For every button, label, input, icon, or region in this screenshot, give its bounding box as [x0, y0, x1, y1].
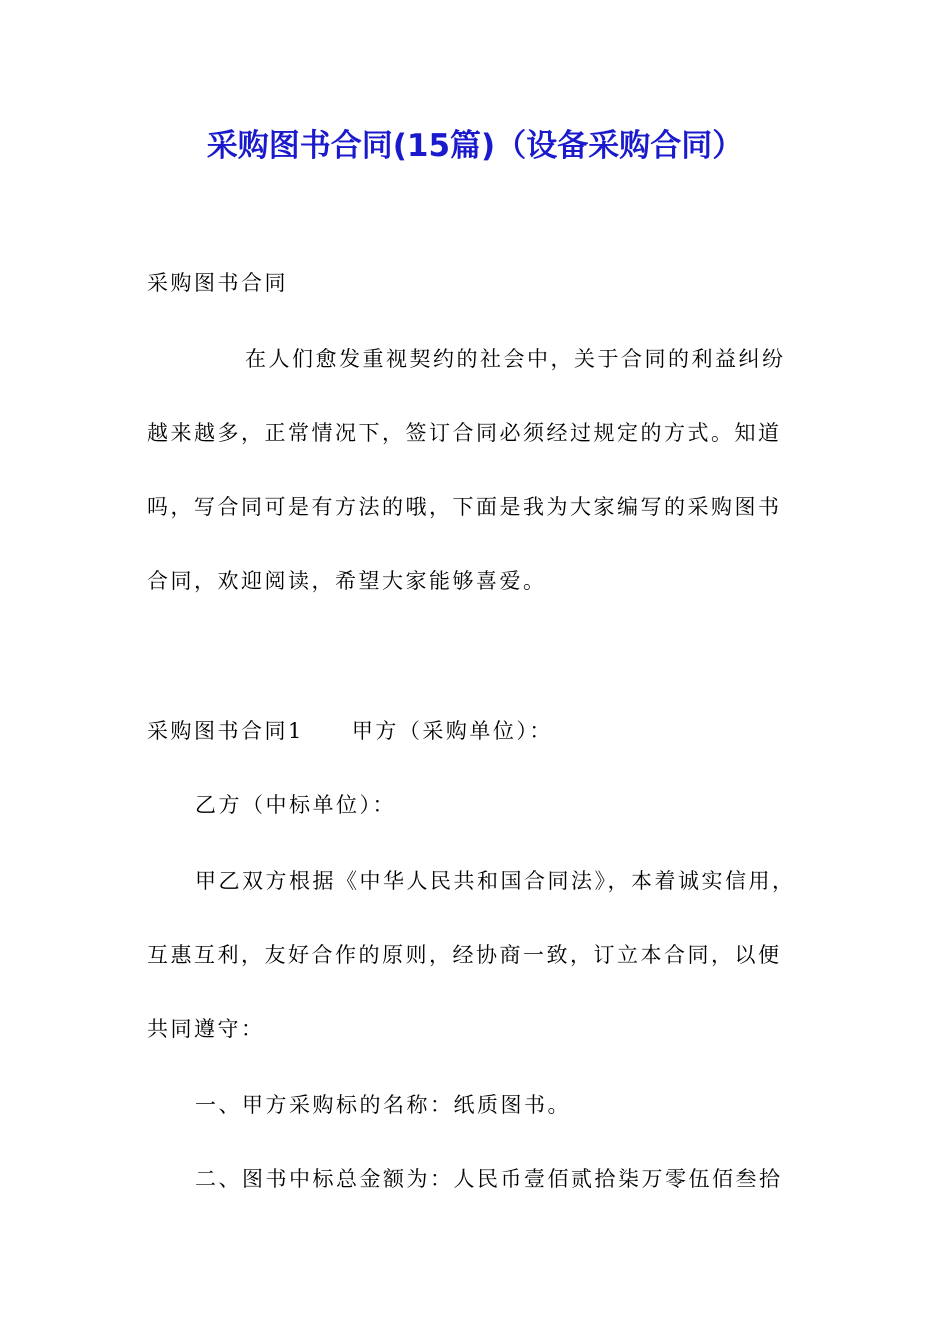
clause-2: 二、图书中标总金额为：人民币壹佰贰拾柒万零伍佰叁拾 [195, 1167, 783, 1191]
contract1-heading: 采购图书合同1 [147, 719, 304, 743]
contract1-heading-row [147, 716, 553, 746]
preamble-line-2: 互惠互利，友好合作的原则，经协商一致，订立本合同，以便 [147, 943, 782, 967]
clause-1: 一、甲方采购标的名称：纸质图书。 [195, 1093, 571, 1117]
preamble-line-3: 共同遵守： [147, 1017, 265, 1041]
preamble-line-1: 甲乙双方根据《中华人民共和国合同法》，本着诚实信用， [195, 869, 796, 893]
document-title: 采购图书合同(15篇)（设备采购合同） [206, 128, 744, 164]
party-b-label: 乙方（中标单位）： [195, 793, 396, 817]
intro-line-3: 吗，写合同可是有方法的哦，下面是我为大家编写的采购图书 [147, 495, 782, 519]
section-heading: 采购图书合同 [147, 271, 288, 295]
intro-line-1: 在人们愈发重视契约的社会中，关于合同的利益纠纷 [245, 347, 786, 371]
party-a-label: 甲方（采购单位）： [351, 719, 553, 743]
intro-line-2: 越来越多，正常情况下，签订合同必须经过规定的方式。知道 [147, 421, 782, 445]
intro-line-4: 合同，欢迎阅读，希望大家能够喜爱。 [147, 569, 547, 593]
